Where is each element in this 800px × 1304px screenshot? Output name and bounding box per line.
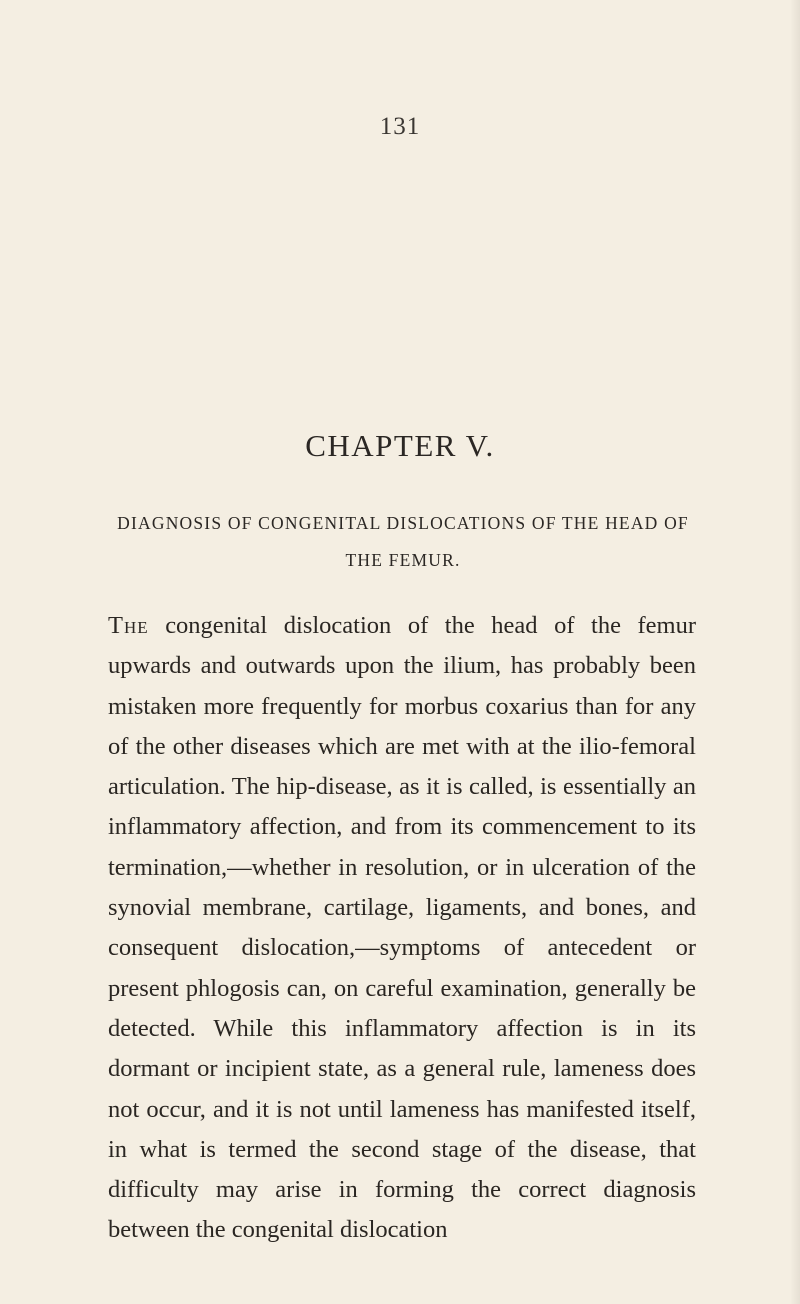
page-number: 131 [379,113,421,140]
paragraph-text: congenital dislocation of the head of the femur upwards and outwards upon the ilium, has probably been mistaken more frequently for morbus coxarius than for any of the other diseases which are met with at the ilio-femoral articulation. The hip-disease, as it is called, is essentially an inflammatory affection, and from its commencement to its termination,—whether in resolution, or in ulceration of the synovial membrane, cartilage, ligaments, and bones, and consequent dislocation,—symptoms of antecedent or present phlogosis can, on careful examination, generally be detected. While this inflammatory affection is in its dormant or incipient state, as a general rule, lameness does not occur, and it is not until lameness has manifested itself, in what is termed the second stage of the disease, that difficulty may arise in forming the correct diagnosis between the congenital dislocation [108,612,696,1244]
chapter-title: CHAPTER V. [305,428,495,463]
page-edge-shadow [790,0,800,1304]
chapter-subtitle: DIAGNOSIS OF CONGENITAL DISLOCATIONS OF THE HEAD OF THE FEMUR. [117,513,689,570]
body-paragraph [108,606,696,1251]
paragraph-lead-in: The [108,612,149,639]
